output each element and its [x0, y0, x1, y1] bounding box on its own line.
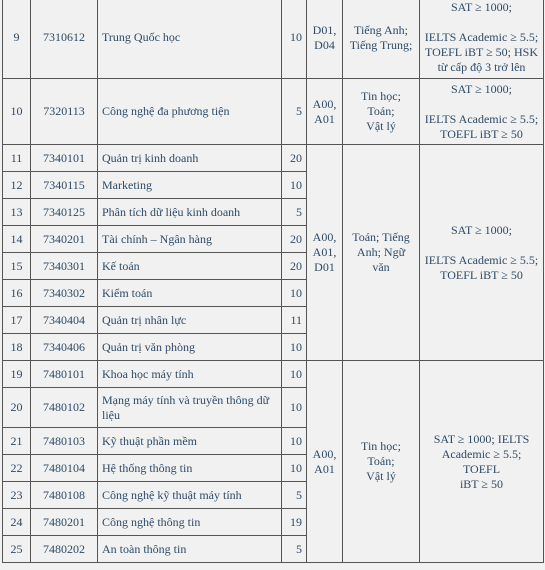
subject-combination: D01, D04 — [307, 0, 343, 79]
row-number: 19 — [3, 361, 31, 388]
table-row — [3, 361, 544, 388]
subject-combination: A00, A01 — [307, 361, 343, 563]
row-number: 16 — [3, 280, 31, 307]
quota: 10 — [282, 172, 307, 199]
major-name: Quản trị kinh doanh — [98, 145, 282, 172]
major-name: Quản trị nhân lực — [98, 307, 282, 334]
certificate-requirements: SAT ≥ 1000; IELTS Academic ≥ 5.5; TOEFL iBT ≥ 50 — [420, 145, 544, 361]
exam-subjects: Tin học; Toán; Vật lý — [343, 79, 420, 145]
major-name: Trung Quốc học — [98, 0, 282, 79]
row-number: 22 — [3, 455, 31, 482]
major-name: Kế toán — [98, 253, 282, 280]
quota: 11 — [282, 307, 307, 334]
row-number: 23 — [3, 482, 31, 509]
certificate-requirements: SAT ≥ 1000; IELTS Academic ≥ 5.5; TOEFL iBT ≥ 50 — [420, 79, 544, 145]
exam-subjects: Tin học; Toán; Vật lý — [343, 361, 420, 563]
major-name: Phân tích dữ liệu kinh doanh — [98, 199, 282, 226]
exam-subjects: Toán; Tiếng Anh; Ngữ văn — [343, 145, 420, 361]
quota: 10 — [282, 455, 307, 482]
major-code: 7480108 — [31, 482, 98, 509]
quota: 10 — [282, 280, 307, 307]
table-row — [3, 145, 544, 172]
major-name: Khoa học máy tính — [98, 361, 282, 388]
row-number: 17 — [3, 307, 31, 334]
major-code: 7340302 — [31, 280, 98, 307]
major-name: Công nghệ đa phương tiện — [98, 79, 282, 145]
quota: 20 — [282, 145, 307, 172]
quota: 20 — [282, 226, 307, 253]
certificate-requirements: SAT ≥ 1000; IELTS Academic ≥ 5.5; TOEFL iBT ≥ 50 — [420, 361, 544, 563]
row-number: 21 — [3, 428, 31, 455]
major-code: 7480102 — [31, 388, 98, 428]
major-name: Kỹ thuật phần mềm — [98, 428, 282, 455]
admission-table — [2, 0, 544, 563]
major-name: Công nghệ kỹ thuật máy tính — [98, 482, 282, 509]
major-name: Hệ thống thông tin — [98, 455, 282, 482]
quota: 5 — [282, 482, 307, 509]
major-code: 7480104 — [31, 455, 98, 482]
major-code: 7310612 — [31, 0, 98, 79]
major-code: 7340404 — [31, 307, 98, 334]
row-number: 18 — [3, 334, 31, 361]
row-number: 11 — [3, 145, 31, 172]
major-name: Kiểm toán — [98, 280, 282, 307]
quota: 10 — [282, 361, 307, 388]
row-number: 10 — [3, 79, 31, 145]
major-code: 7340301 — [31, 253, 98, 280]
table-row — [3, 0, 544, 79]
major-code: 7340101 — [31, 145, 98, 172]
row-number: 25 — [3, 536, 31, 563]
quota: 5 — [282, 199, 307, 226]
quota: 10 — [282, 0, 307, 79]
major-name: Công nghệ thông tin — [98, 509, 282, 536]
quota: 10 — [282, 388, 307, 428]
major-code: 7340125 — [31, 199, 98, 226]
major-code: 7480103 — [31, 428, 98, 455]
row-number: 15 — [3, 253, 31, 280]
quota: 5 — [282, 79, 307, 145]
major-name: Tài chính – Ngân hàng — [98, 226, 282, 253]
certificate-requirements: SAT ≥ 1000; IELTS Academic ≥ 5.5; TOEFL iBT ≥ 50; HSK từ cấp độ 3 trở lên — [420, 0, 544, 79]
table-row — [3, 79, 544, 145]
quota: 10 — [282, 428, 307, 455]
quota: 20 — [282, 253, 307, 280]
major-code: 7340115 — [31, 172, 98, 199]
row-number: 24 — [3, 509, 31, 536]
major-code: 7480202 — [31, 536, 98, 563]
subject-combination: A00, A01 — [307, 79, 343, 145]
row-number: 12 — [3, 172, 31, 199]
quota: 5 — [282, 536, 307, 563]
row-number: 20 — [3, 388, 31, 428]
subject-combination: A00, A01, D01 — [307, 145, 343, 361]
row-number: 13 — [3, 199, 31, 226]
quota: 10 — [282, 334, 307, 361]
major-code: 7480101 — [31, 361, 98, 388]
quota: 19 — [282, 509, 307, 536]
major-code: 7340406 — [31, 334, 98, 361]
major-name: Marketing — [98, 172, 282, 199]
row-number: 9 — [3, 0, 31, 79]
major-code: 7320113 — [31, 79, 98, 145]
major-name: An toàn thông tin — [98, 536, 282, 563]
major-name: Mạng máy tính và truyền thông dữ liệu — [98, 388, 282, 428]
major-name: Quản trị văn phòng — [98, 334, 282, 361]
exam-subjects: Tiếng Anh; Tiếng Trung; — [343, 0, 420, 79]
row-number: 14 — [3, 226, 31, 253]
major-code: 7340201 — [31, 226, 98, 253]
major-code: 7480201 — [31, 509, 98, 536]
